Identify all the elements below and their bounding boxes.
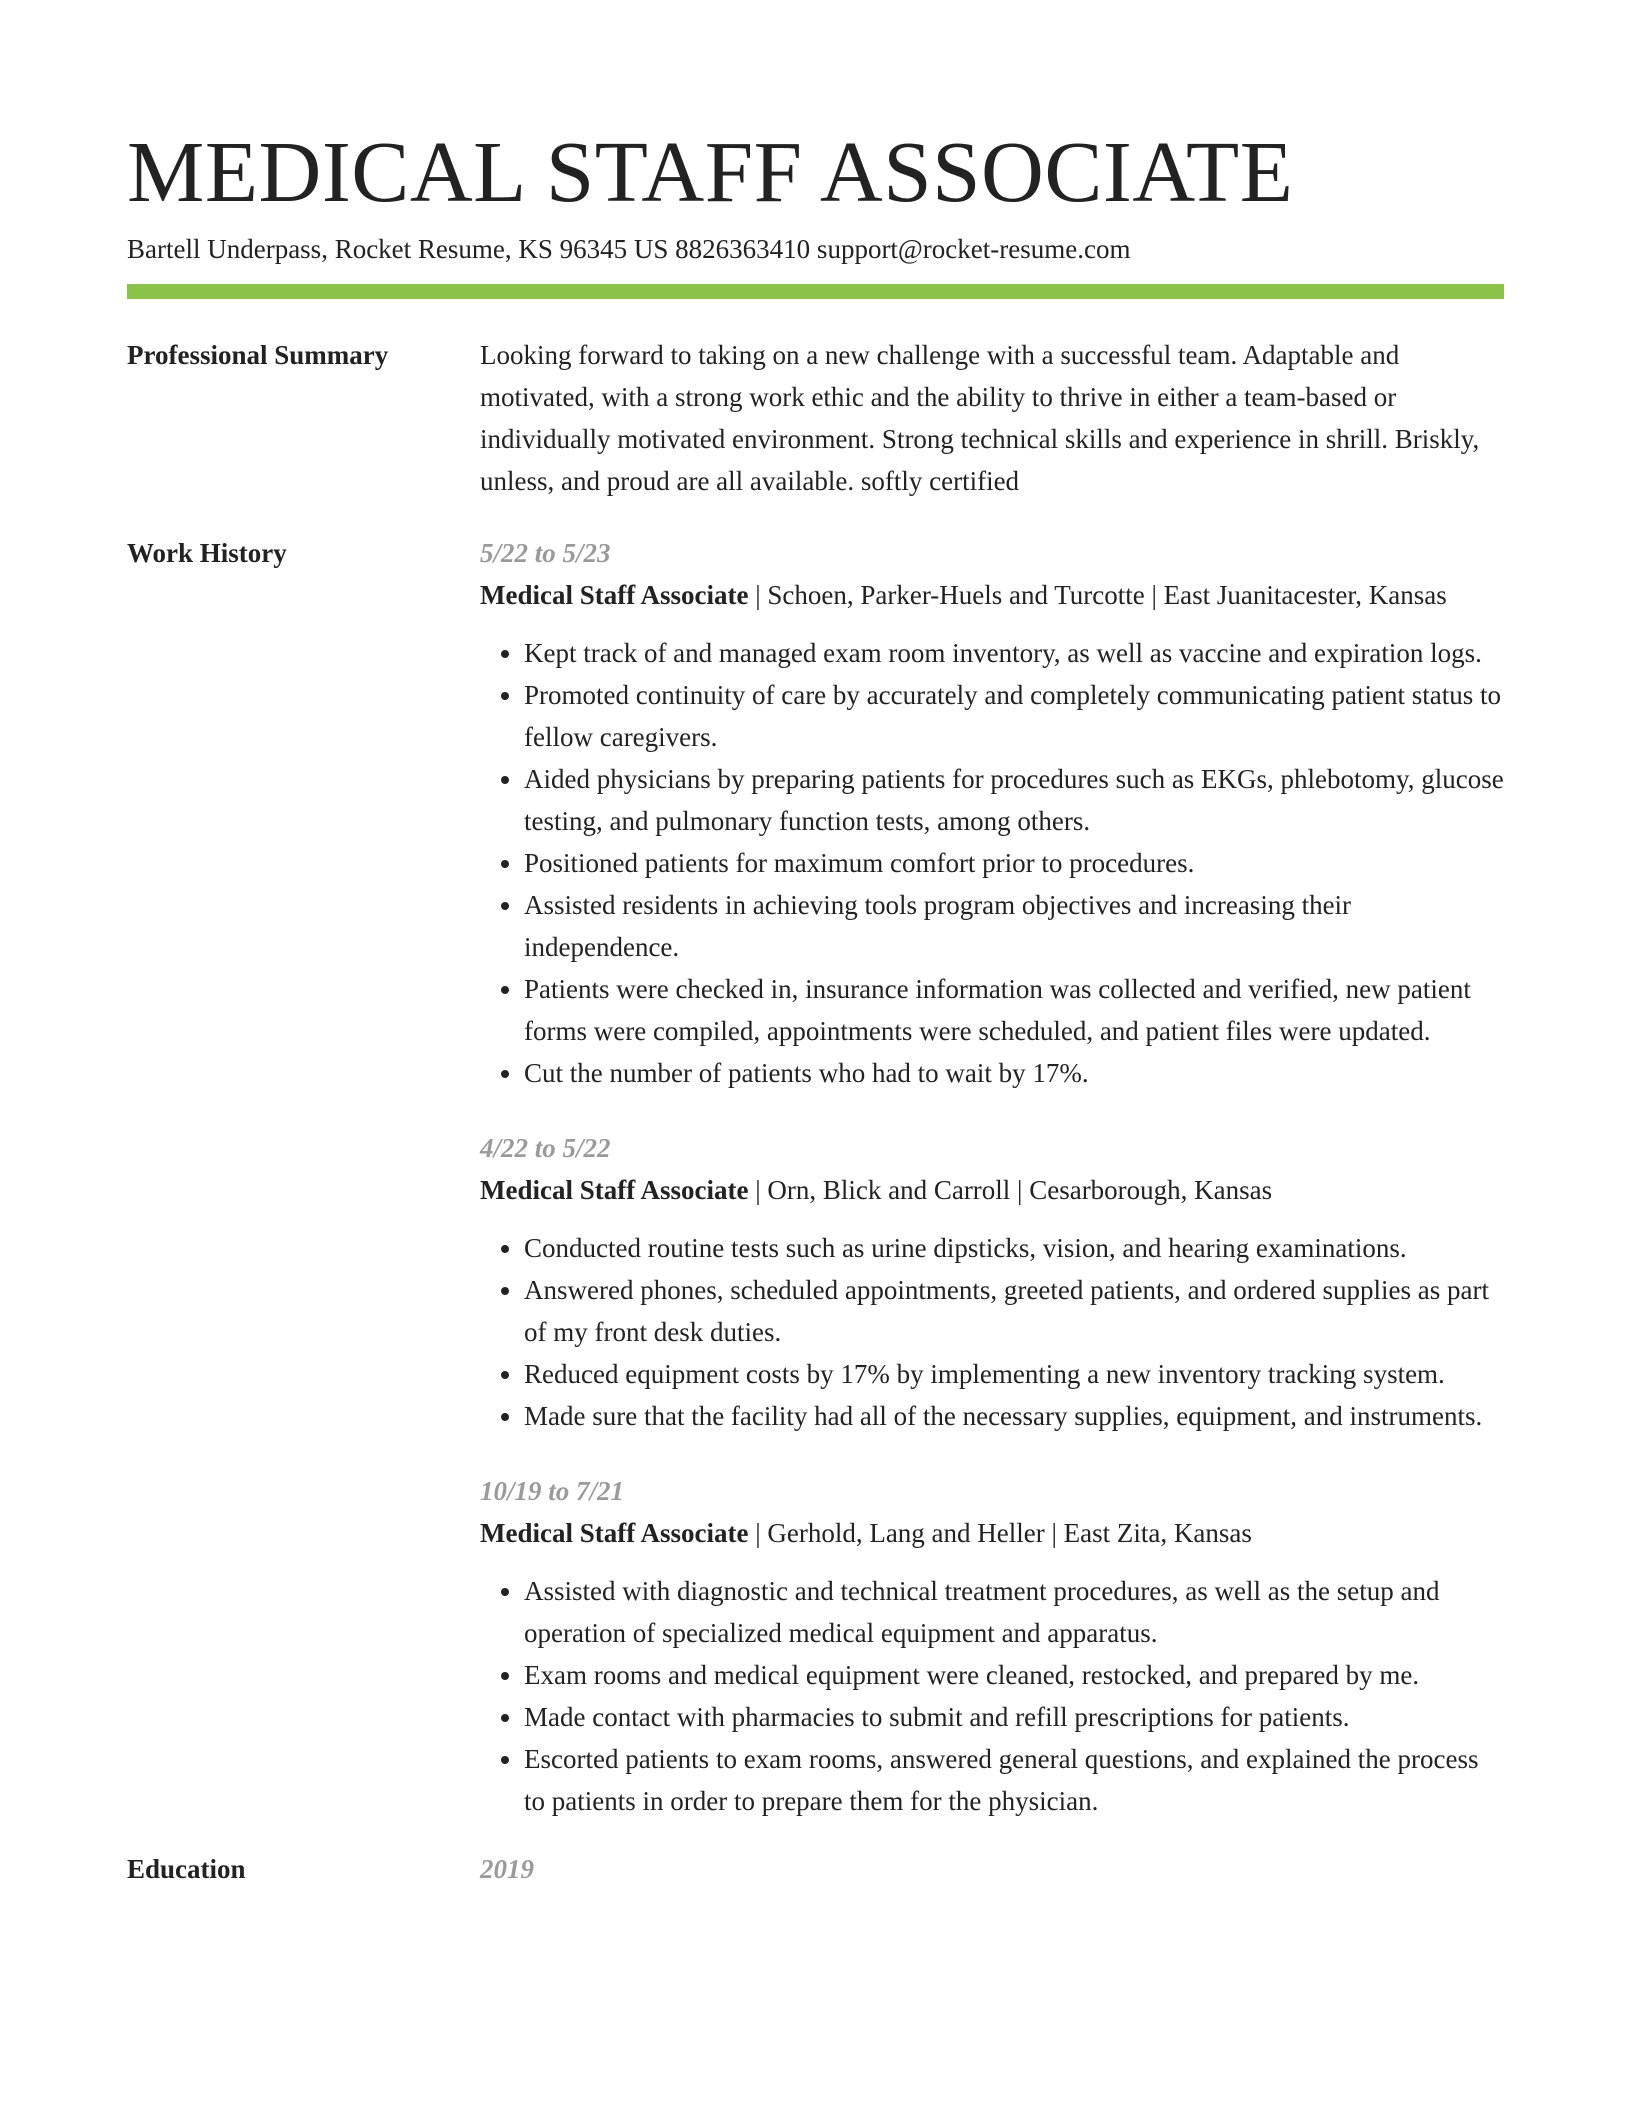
summary-section [127,334,1504,502]
summary-text: Looking forward to taking on a new challenge with a successful team. Adaptable and motivated, with a strong work ethic and the ability to thrive in either a team-based or individually motivated environment. Strong technical skills and experience in shrill. Briskly, unless, and proud are all available. softly certified [480,340,1480,496]
job-bullet: • Promoted continuity of care by accurately and completely communicating patient status to fellow caregivers. [524,674,1504,758]
job-entry [480,1470,1504,1822]
job-entry [480,1127,1504,1437]
job-entry [480,532,1504,1094]
job-bullet: • Positioned patients for maximum comfort prior to procedures. [524,842,1504,884]
work-history-body [480,532,1504,1822]
job-title: Medical Staff Associate [480,580,749,610]
job-bullet: • Aided physicians by preparing patients for procedures such as EKGs, phlebotomy, glucose testing, and pulmonary function tests, among others. [524,758,1504,842]
summary-heading: Professional Summary [127,340,389,370]
job-employer-location: | Orn, Blick and Carroll | Cesarborough, Kansas [748,1175,1273,1205]
work-history-heading: Work History [127,538,287,568]
accent-rule [127,284,1504,299]
job-title: Medical Staff Associate [480,1175,749,1205]
contact-line: Bartell Underpass, Rocket Resume, KS 96345 US 8826363410 support@rocket-resume.com [127,234,1131,264]
job-dates: 5/22 to 5/23 [480,538,611,568]
job-bullet: • Cut the number of patients who had to wait by 17%. [524,1052,1504,1094]
job-bullet-list [480,1227,1504,1437]
education-dates: 2019 [480,1854,534,1884]
job-title: Medical Staff Associate [480,1518,749,1548]
education-body [480,1848,1504,1890]
job-bullet: • Exam rooms and medical equipment were cleaned, restocked, and prepared by me. [524,1654,1504,1696]
job-heading [480,574,1504,616]
job-bullet: • Assisted with diagnostic and technical treatment procedures, as well as the setup and operation of specialized medical equipment and apparatus. [524,1570,1504,1654]
job-bullet: • Escorted patients to exam rooms, answered general questions, and explained the process to patients in order to prepare them for the physician. [524,1738,1504,1822]
job-bullet: • Reduced equipment costs by 17% by implementing a new inventory tracking system. [524,1353,1504,1395]
job-bullet: • Conducted routine tests such as urine dipsticks, vision, and hearing examinations. [524,1227,1504,1269]
resume-name: MEDICAL STAFF ASSOCIATE [127,123,1294,220]
job-bullet-list [480,1570,1504,1822]
education-section [127,1848,1504,1890]
job-bullet: • Answered phones, scheduled appointments, greeted patients, and ordered supplies as part of my front desk duties. [524,1269,1504,1353]
job-heading [480,1512,1504,1554]
job-bullet: • Patients were checked in, insurance information was collected and verified, new patient forms were compiled, appointments were scheduled, and patient files were updated. [524,968,1504,1052]
resume-page [127,0,1504,1890]
job-employer-location: | Schoen, Parker-Huels and Turcotte | East Juanitacester, Kansas [748,580,1447,610]
job-heading [480,1169,1504,1211]
job-bullet: • Made sure that the facility had all of the necessary supplies, equipment, and instruments. [524,1395,1504,1437]
job-bullet: • Assisted residents in achieving tools program objectives and increasing their independence. [524,884,1504,968]
work-history-section [127,532,1504,1822]
job-bullet-list [480,632,1504,1094]
education-heading: Education [127,1854,246,1884]
job-bullet: • Made contact with pharmacies to submit and refill prescriptions for patients. [524,1696,1504,1738]
summary-body [480,334,1504,502]
job-employer-location: | Gerhold, Lang and Heller | East Zita, Kansas [748,1518,1252,1548]
job-dates: 4/22 to 5/22 [480,1133,611,1163]
job-bullet: • Kept track of and managed exam room inventory, as well as vaccine and expiration logs. [524,632,1504,674]
job-dates: 10/19 to 7/21 [480,1476,625,1506]
